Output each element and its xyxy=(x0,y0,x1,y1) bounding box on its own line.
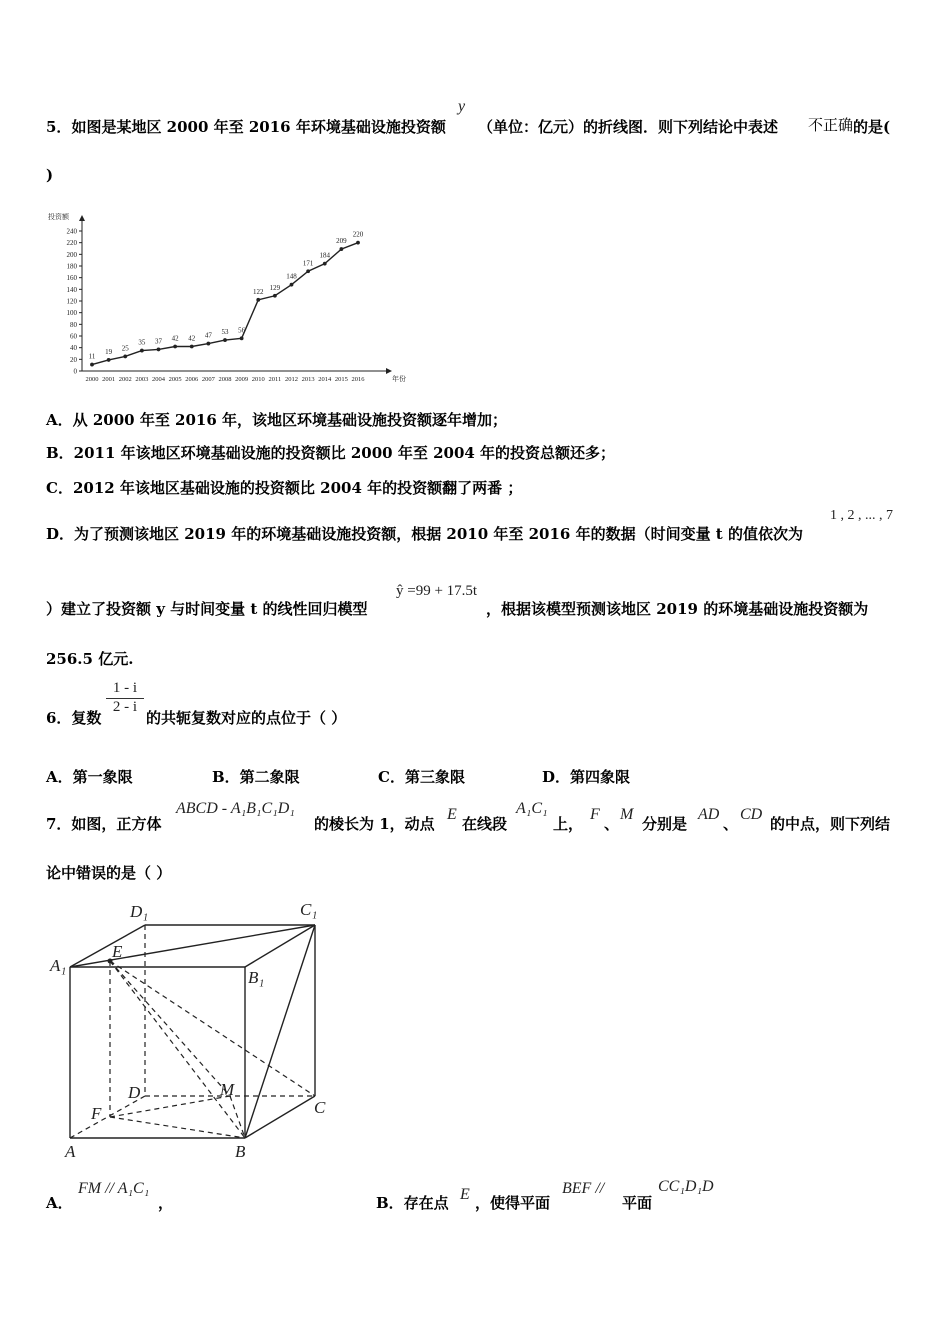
q7-text-5: 的中点，则下列结 xyxy=(770,815,891,833)
data-point xyxy=(206,342,210,346)
q7-option-b-plane-cc1d1d: CC₁D₁D xyxy=(658,1178,714,1195)
data-label: 47 xyxy=(204,331,212,340)
q6-option-a: A．第一象限 xyxy=(46,768,133,786)
data-label: 220 xyxy=(352,230,364,239)
label-d1: D₁ xyxy=(130,902,149,921)
q7-option-a-math: FM // A₁C₁ xyxy=(78,1180,150,1197)
label-c1: C₁ xyxy=(300,900,318,919)
data-point xyxy=(140,349,144,353)
x-tick-label: 2016 xyxy=(351,376,365,383)
q7-text-2: 在线段 xyxy=(462,815,508,833)
x-axis-title: 年份 xyxy=(392,375,406,383)
q6-option-d: D．第四象限 xyxy=(542,768,631,786)
x-tick-label: 2012 xyxy=(285,376,298,383)
q7-number: 7．如图，正方体 xyxy=(46,815,162,833)
q5-option-d-model: ŷ =99 + 17.5t xyxy=(396,583,478,599)
q7-point-e: E xyxy=(447,806,457,823)
q5-stem-part-b: （单位：亿元）的折线图．则下列结论中表述 xyxy=(478,118,779,136)
data-point xyxy=(223,338,227,342)
q7-segment-a1c1: A₁C₁ xyxy=(516,800,548,817)
y-tick-label: 180 xyxy=(66,262,77,271)
q5-option-d-part3: ，根据该模型预测该地区 2019 的环境基础设施投资额为 xyxy=(486,600,869,618)
data-point xyxy=(107,358,111,362)
data-point xyxy=(123,355,127,359)
q7-text-3: 上， xyxy=(553,815,584,833)
q5-option-d-part4: 256.5 亿元. xyxy=(46,650,134,668)
data-label: 19 xyxy=(105,347,113,356)
x-tick-label: 2010 xyxy=(251,376,265,383)
cube-figure xyxy=(50,895,350,1165)
y-tick-label: 20 xyxy=(70,355,77,364)
data-label: 25 xyxy=(121,344,129,353)
q7-option-b-plane-bef: BEF // xyxy=(562,1180,605,1197)
series-line xyxy=(92,243,358,365)
segment-f-b xyxy=(110,1117,245,1138)
x-tick-label: 2005 xyxy=(168,376,182,383)
segment-e-b xyxy=(110,961,245,1138)
q7-option-b-text: ，使得平面 xyxy=(475,1194,551,1212)
data-point xyxy=(240,336,244,340)
q7-text-4: 分别是 xyxy=(642,815,688,833)
data-label: 42 xyxy=(171,334,179,343)
label-a1: A₁ xyxy=(50,956,67,975)
data-point xyxy=(356,241,360,245)
data-label: 148 xyxy=(286,272,297,281)
data-point xyxy=(157,348,161,352)
label-f: F xyxy=(91,1104,102,1123)
y-tick-label: 100 xyxy=(66,309,77,318)
q5-option-d-part1: D．为了预测该地区 2019 年的环境基础设施投资额，根据 2010 年至 2016 年的数据（时间变量 t 的值依次为 xyxy=(46,525,803,543)
q7-point-m: M xyxy=(620,806,634,823)
label-b: B xyxy=(235,1142,246,1161)
data-label: 171 xyxy=(302,259,314,268)
x-tick-label: 2002 xyxy=(118,376,132,383)
data-label: 122 xyxy=(253,287,264,296)
q6-number: 6．复数 xyxy=(46,709,102,727)
y-tick-label: 220 xyxy=(66,239,77,248)
label-b1: B₁ xyxy=(248,968,265,987)
data-point xyxy=(339,247,343,251)
data-point xyxy=(290,283,294,287)
data-point xyxy=(273,294,277,298)
q6-stem: 的共轭复数对应的点位于（ ） xyxy=(146,709,347,727)
q7-sep-1: 、 xyxy=(604,815,620,833)
data-label: 56 xyxy=(238,326,246,335)
q7-option-b-point-e: E xyxy=(460,1186,470,1203)
investment-line-chart xyxy=(40,205,406,387)
y-axis-title: 投资额 xyxy=(48,213,69,221)
x-tick-label: 2003 xyxy=(135,376,149,383)
label-c: C xyxy=(314,1098,326,1117)
data-label: 11 xyxy=(88,352,96,361)
y-tick-label: 140 xyxy=(66,285,77,294)
q7-option-b-plane-word: 平面 xyxy=(622,1194,653,1212)
label-m: M xyxy=(220,1080,235,1099)
hidden-edge-a-d xyxy=(70,1096,145,1138)
q6-fraction-denominator: 2 - i xyxy=(112,699,138,715)
q5-stem-tail xyxy=(478,116,778,137)
data-point xyxy=(190,345,194,349)
segment-m-b xyxy=(230,1096,245,1138)
q6-fraction-numerator: 1 - i xyxy=(106,680,144,699)
q6-option-b: B．第二象限 xyxy=(212,768,300,786)
q5-option-d-sequence: 1 , 2 , ... , 7 xyxy=(830,508,893,523)
q5-stem-close: ) xyxy=(46,166,54,184)
data-label: 209 xyxy=(336,237,347,246)
x-tick-label: 2007 xyxy=(201,376,215,383)
x-tick-label: 2008 xyxy=(218,376,232,383)
y-axis-arrow xyxy=(79,215,85,221)
y-tick-label: 80 xyxy=(70,320,77,329)
q6-fraction xyxy=(106,680,144,716)
segment-e-m xyxy=(110,961,230,1096)
q7-sep-2: 、 xyxy=(723,815,739,833)
y-tick-label: 160 xyxy=(66,274,77,283)
q5-option-c: C．2012 年该地区基础设施的投资额比 2004 年的投资额翻了两番 ； xyxy=(46,479,523,497)
x-tick-label: 2013 xyxy=(301,376,315,383)
label-a: A xyxy=(65,1142,76,1161)
q7-segment-cd: CD xyxy=(740,806,763,823)
q7-text-1: 的棱长为 1，动点 xyxy=(314,815,435,833)
q7-segment-ad: AD xyxy=(698,806,720,823)
x-tick-label: 2011 xyxy=(268,376,282,383)
data-label: 42 xyxy=(188,334,196,343)
label-e: E xyxy=(112,942,123,961)
edge-b-c xyxy=(245,1096,315,1138)
y-tick-label: 120 xyxy=(66,297,77,306)
x-tick-label: 2014 xyxy=(318,376,332,383)
label-d: D xyxy=(128,1083,141,1102)
data-label: 53 xyxy=(221,328,229,337)
q5-stem-not-correct: 不正确 xyxy=(808,116,854,134)
data-point xyxy=(306,269,310,273)
q7-cube-name: ABCD - A₁B₁C₁D₁ xyxy=(176,800,295,817)
q5-stem xyxy=(46,116,446,137)
data-point xyxy=(323,262,327,266)
q5-option-d-part2: ）建立了投资额 y 与时间变量 t 的线性回归模型 xyxy=(46,600,368,618)
segment-b-c1 xyxy=(245,925,315,1138)
q5-number: 5． xyxy=(46,118,72,136)
q7-stem-line-2: 论中错误的是（ ） xyxy=(46,864,172,882)
q5-variable-y: y xyxy=(458,98,466,115)
x-tick-label: 2015 xyxy=(334,376,348,383)
data-point xyxy=(256,298,260,302)
data-point xyxy=(173,345,177,349)
x-tick-label: 2000 xyxy=(85,376,99,383)
x-axis-arrow xyxy=(386,368,392,374)
q7-option-b-label: B．存在点 xyxy=(376,1194,449,1212)
q5-stem-part-c: 的是( xyxy=(853,118,891,136)
y-tick-label: 0 xyxy=(73,367,77,376)
q7-option-a-label: A． xyxy=(46,1194,73,1212)
q7-option-a-tail: ， xyxy=(158,1194,174,1212)
y-tick-label: 60 xyxy=(70,332,77,341)
data-label: 129 xyxy=(269,283,281,292)
y-tick-label: 240 xyxy=(66,227,77,236)
q5-option-a: A．从 2000 年至 2016 年，该地区环境基础设施投资额逐年增加； xyxy=(46,411,508,429)
data-point xyxy=(90,363,94,367)
y-tick-label: 40 xyxy=(70,344,77,353)
x-tick-label: 2006 xyxy=(185,376,199,383)
data-label: 184 xyxy=(319,251,330,260)
data-label: 35 xyxy=(138,338,146,347)
data-label: 37 xyxy=(155,337,162,346)
x-tick-label: 2001 xyxy=(102,376,116,383)
q5-stem-part-a: 如图是某地区 2000 年至 2016 年环境基础设施投资额 xyxy=(71,118,446,136)
q7-point-f: F xyxy=(590,806,600,823)
q5-option-b: B．2011 年该地区环境基础设施的投资额比 2000 年至 2004 年的投资总额还多； xyxy=(46,444,616,462)
x-tick-label: 2004 xyxy=(152,376,165,383)
q6-option-c: C．第三象限 xyxy=(378,768,465,786)
y-tick-label: 200 xyxy=(66,250,77,259)
x-tick-label: 2009 xyxy=(235,376,249,383)
